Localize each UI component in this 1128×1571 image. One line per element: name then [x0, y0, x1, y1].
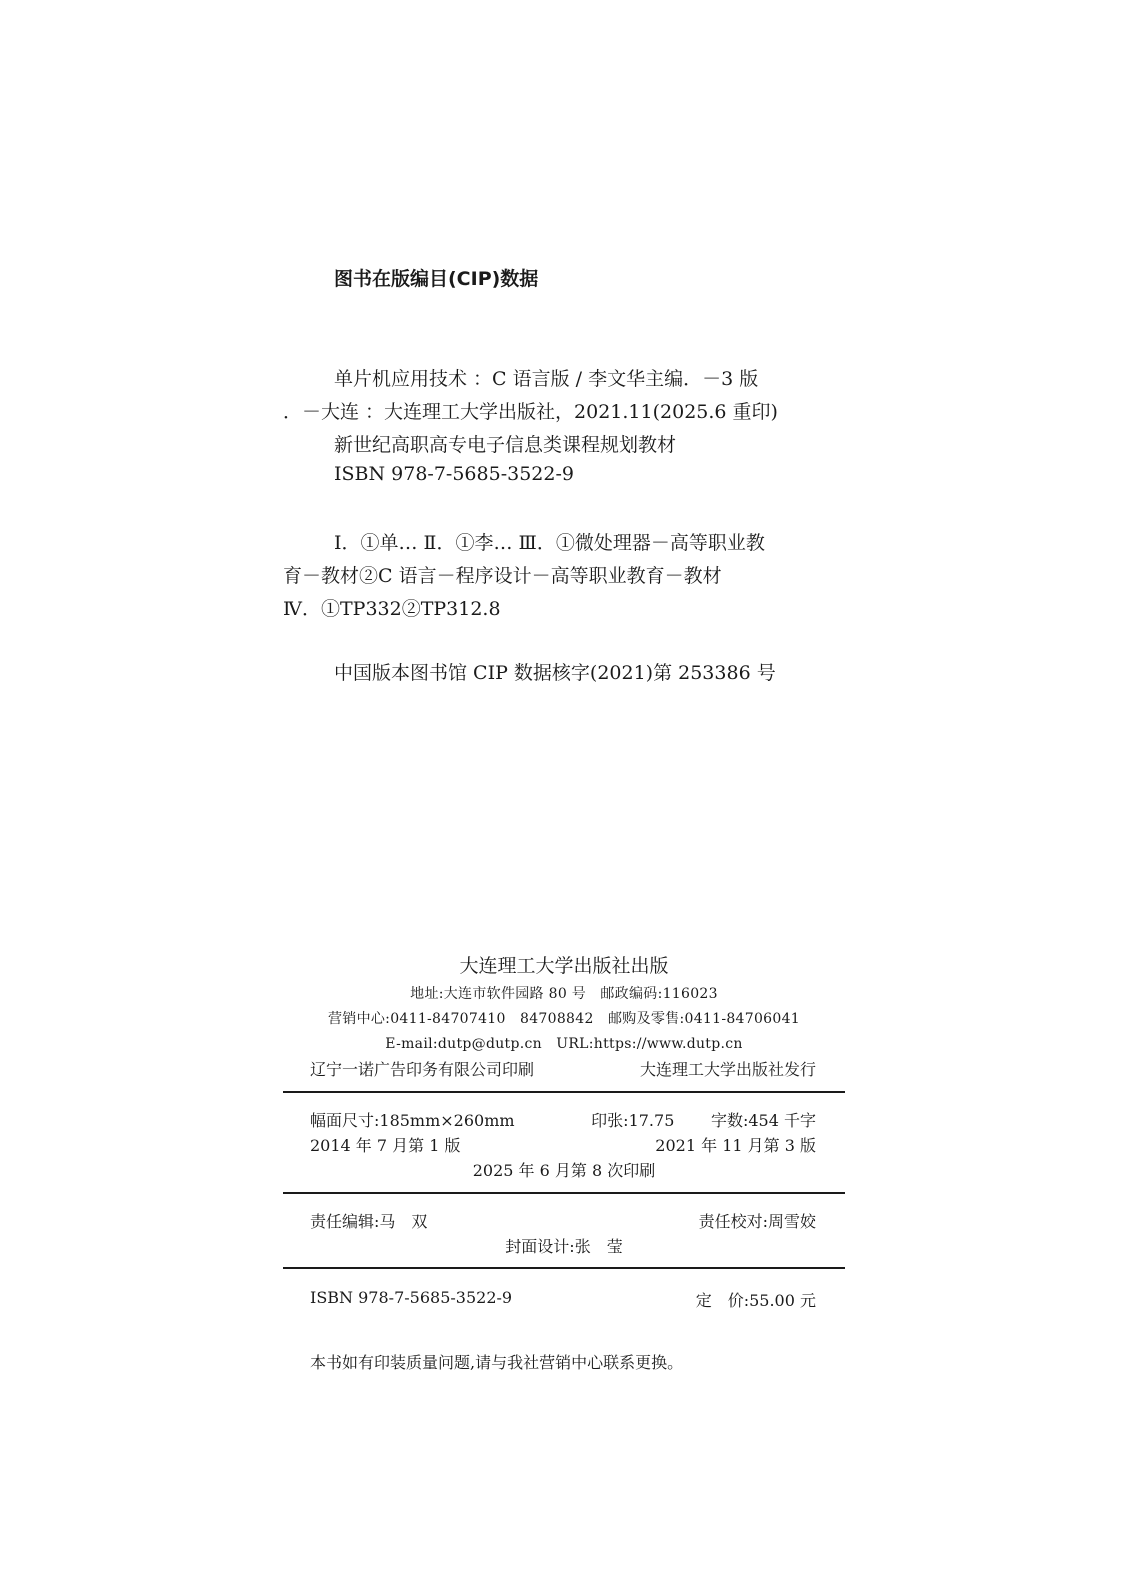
printer: 辽宁一诺广告印务有限公司印刷: [310, 1060, 535, 1079]
publisher-contact: E-mail:dutp@dutp.cn URL:https://www.dutp.cn: [385, 1036, 743, 1052]
footer-price: 定 价:55.00 元: [695, 1291, 816, 1310]
publisher-phones: 营销中心:0411-84707410 84708842 邮购及零售:0411-84706041: [327, 1011, 801, 1027]
cip-line-series: 新世纪高职高专电子信息类课程规划教材: [334, 434, 677, 456]
cip-classification-line-2: 育－教材②C 语言－程序设计－高等职业教育－教材: [283, 565, 722, 587]
credit-editor: 责任编辑:马 双: [310, 1212, 428, 1231]
divider-top: [283, 1091, 845, 1093]
distributor: 大连理工大学出版社发行: [639, 1060, 816, 1079]
spec-format: 幅面尺寸:185mm×260mm: [310, 1111, 515, 1130]
publisher-name: 大连理工大学出版社出版: [459, 955, 669, 977]
spec-third-edition: 2021 年 11 月第 3 版: [655, 1136, 816, 1155]
cip-record-number: 中国版本图书馆 CIP 数据核字(2021)第 253386 号: [334, 662, 776, 684]
divider-bottom: [283, 1267, 845, 1269]
cip-title: 图书在版编目(CIP)数据: [334, 268, 539, 290]
cip-line-isbn: ISBN 978-7-5685-3522-9: [334, 463, 574, 485]
credit-proofreader: 责任校对:周雪姣: [698, 1212, 816, 1231]
cip-classification-line-1: Ⅰ．①单… Ⅱ．①李… Ⅲ．①微处理器－高等职业教: [334, 532, 765, 554]
spec-first-edition: 2014 年 7 月第 1 版: [310, 1136, 461, 1155]
quality-note: 本书如有印装质量问题,请与我社营销中心联系更换。: [310, 1353, 684, 1372]
credit-cover-design: 封面设计:张 莹: [505, 1237, 623, 1256]
cip-line-title: 单片机应用技术 ：C 语言版 / 李文华主编．－3 版: [334, 368, 759, 390]
spec-printing: 2025 年 6 月第 8 次印刷: [472, 1161, 656, 1180]
divider-middle: [283, 1192, 845, 1194]
spec-sheets: 印张:17.75: [591, 1111, 675, 1130]
publisher-address: 地址:大连市软件园路 80 号 邮政编码:116023: [410, 986, 718, 1002]
cip-line-publisher: ．－大连 ：大连理工大学出版社，2021.11(2025.6 重印): [283, 401, 778, 423]
cip-classification-line-3: Ⅳ．①TP332②TP312.8: [283, 598, 501, 620]
footer-isbn: ISBN 978-7-5685-3522-9: [310, 1288, 513, 1307]
spec-words: 字数:454 千字: [710, 1111, 816, 1130]
